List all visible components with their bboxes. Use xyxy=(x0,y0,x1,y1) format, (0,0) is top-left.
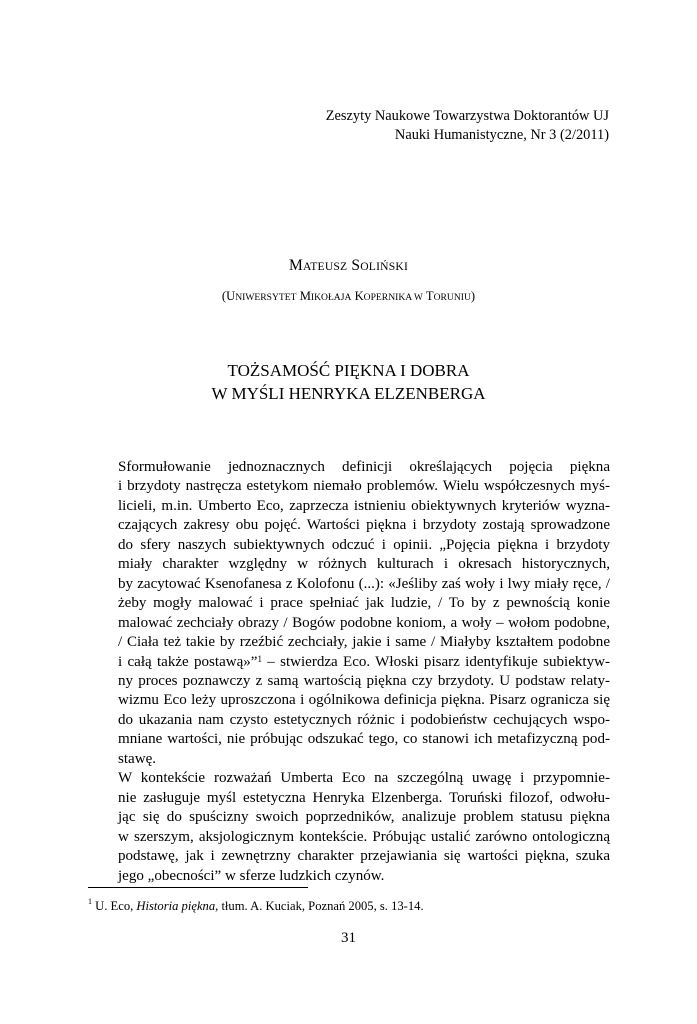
author-affiliation: (UNIWERSYTET MIKOŁAJA KOPERNIKA W TORUNIU) xyxy=(221,289,476,303)
page-number: 31 xyxy=(341,930,356,946)
text-line: wizmu Eco leży uproszczona i ogólnikowa definicja piękna. Pisarz ogranicza się xyxy=(118,692,610,709)
paragraph-1 xyxy=(88,458,610,769)
cited-title: Historia piękna xyxy=(136,899,216,913)
article-title xyxy=(0,360,697,405)
text-line: jąc się do spuścizny swoich poprzedników, analizuje problem statusu piękna xyxy=(118,809,610,826)
text-line: mniane wartości, nie próbując odszukać tego, co stanowi ich metafizyczną pod- xyxy=(118,731,610,748)
text-line: czających zakresy obu pojęć. Wartości piękna i brzydoty zostają sprowadzone xyxy=(118,517,610,534)
text-line: licieli, m.in. Umberto Eco, zaprzecza istnieniu obiektywnych kryteriów wyzna- xyxy=(118,497,610,514)
paragraph-2 xyxy=(88,769,610,886)
article-body xyxy=(88,458,610,886)
text-line: / Ciała też takie by rzeźbić zechciały, jakie i same / Miałyby kształtem podobne xyxy=(118,634,610,651)
footnote: $^1$ U. Eco, Historia piękna, tłum. A. Kuciak, Poznań 2005, s. 13-14. xyxy=(88,897,424,913)
title-line-1: TOŻSAMOŚĆ PIĘKNA I DOBRA xyxy=(227,361,470,380)
journal-line-1: Zeszyty Naukowe Towarzystwa Doktorantów UJ xyxy=(325,108,609,124)
text-line: W kontekście rozważań Umberta Eco na szczególną uwagę i przypomnie- xyxy=(118,770,610,787)
text-line: żeby mogły malować i prace spełniać jak ludzie, / To by z pewnością konie xyxy=(118,595,610,612)
text-line: do sfery naszych subiektywnych odczuć i opinii. „Pojęcia piękna i brzydoty xyxy=(118,536,610,553)
journal-line-2: Nauki Humanistyczne, Nr 3 (2/2011) xyxy=(394,127,609,143)
text-line: malować zechciały obrazy / Bogów podobne koniom, a woły – wołom podobne, xyxy=(118,614,610,631)
journal-header xyxy=(326,107,609,145)
title-line-2: W MYŚLI HENRYKA ELZENBERGA xyxy=(211,383,486,403)
text-line: Sformułowanie jednoznacznych definicji określających pojęcia piękna xyxy=(118,459,610,475)
footnote-marker: 1 xyxy=(88,897,92,906)
text-line: stawę. xyxy=(118,750,157,767)
author-name: MATEUSZ SOLIŃSKI xyxy=(288,257,409,274)
text-line: jego „obecności” w sferze ludzkich czynów. xyxy=(118,867,385,884)
text-line: ny proces poznawczy z samą wartością piękna czy brzydoty. U podstaw relaty- xyxy=(118,672,610,689)
text-line: by zacytować Ksenofanesa z Kolofonu (...): «Jeśliby zaś woły i lwy miały ręce, / xyxy=(118,575,610,592)
footnote-divider xyxy=(88,887,308,888)
text-line: nie zasługuje myśl estetyczna Henryka Elzenberga. Toruński filozof, odwołu- xyxy=(118,789,610,806)
text-line: i brzydoty nastręcza estetykom niemało problemów. Wielu współczesnych myś- xyxy=(118,478,610,495)
text-line: podstawę, jak i zewnętrzny charakter przejawiania się wartości piękna, szuka xyxy=(118,848,610,865)
text-line: w szerszym, aksjologicznym kontekście. Próbując ustalić zarówno ontologiczną xyxy=(118,828,610,845)
footnote-reference[interactable]: 1 xyxy=(257,653,262,664)
text-line: do ukazania nam czysto estetycznych różnic i podobieństw cechujących wspo- xyxy=(118,711,610,728)
text-line: i całą także postawą»”$^1$ – stwierdza Eco. Włoski pisarz identyfikuje subiektyw- xyxy=(118,653,610,670)
text-line: miały charakter względny w różnych kulturach i okresach historycznych, xyxy=(118,556,610,573)
